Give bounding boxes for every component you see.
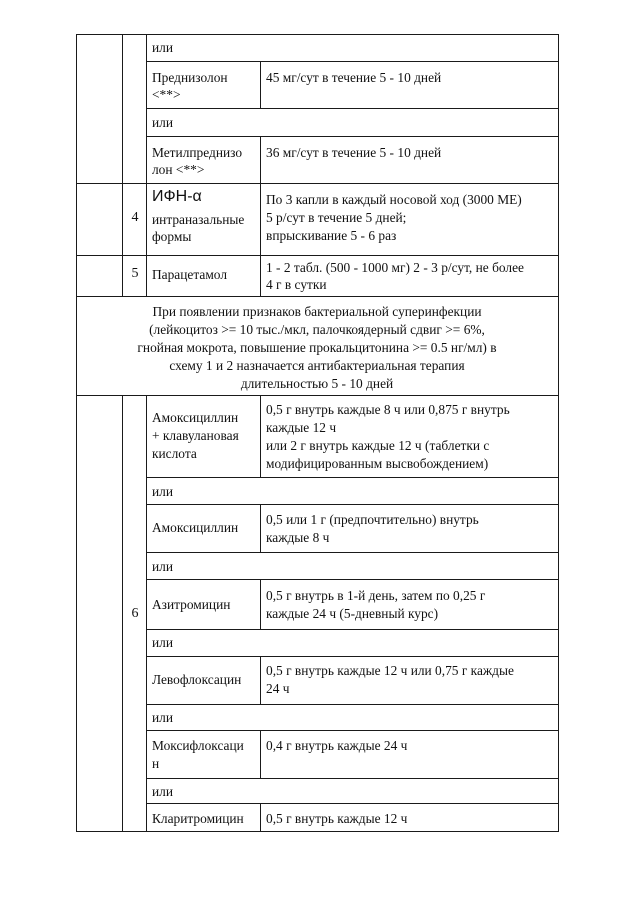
note-line: схему 1 и 2 назначается антибактериальная терапия xyxy=(169,358,465,373)
drug-name-cont: интраназальные xyxy=(152,212,245,227)
row-number: 6 xyxy=(131,606,139,621)
dose-text: 5 р/сут в течение 5 дней; xyxy=(266,210,407,225)
drug-name: Кларитромицин xyxy=(152,811,244,826)
dose-text: модифицированным высвобождением) xyxy=(266,456,489,471)
or-separator: или xyxy=(152,559,174,574)
dose-text: каждые 24 ч (5-дневный курс) xyxy=(266,606,439,621)
drug-name: Моксифлоксаци xyxy=(152,738,244,753)
or-separator: или xyxy=(152,635,174,650)
dose-text: 36 мг/сут в течение 5 - 10 дней xyxy=(266,145,442,160)
drug-name: Метилпреднизо xyxy=(152,145,243,160)
drug-name: Амоксициллин xyxy=(152,520,239,535)
dose-text: каждые 12 ч xyxy=(266,420,337,435)
note-line: (лейкоцитоз >= 10 тыс./мкл, палочкоядерный сдвиг >= 6%, xyxy=(149,322,485,337)
drug-name: Парацетамол xyxy=(152,267,227,282)
or-separator: или xyxy=(152,40,174,55)
drug-name-cont: формы xyxy=(152,229,192,244)
dose-text: 0,5 г внутрь каждые 8 ч или 0,875 г внутрь xyxy=(266,402,510,417)
dose-text: 24 ч xyxy=(266,681,290,696)
drug-name: Левофлоксацин xyxy=(152,672,242,687)
dose-text: каждые 8 ч xyxy=(266,530,330,545)
or-separator: или xyxy=(152,484,174,499)
or-separator: или xyxy=(152,784,174,799)
drug-name-cont: <**> xyxy=(152,87,181,102)
or-separator: или xyxy=(152,710,174,725)
dose-text: 45 мг/сут в течение 5 - 10 дней xyxy=(266,70,442,85)
drug-name-cont: лон <**> xyxy=(152,162,205,177)
or-separator: или xyxy=(152,115,174,130)
dose-text: впрыскивание 5 - 6 раз xyxy=(266,228,397,243)
dose-text: 0,5 г внутрь в 1-й день, затем по 0,25 г xyxy=(266,588,486,603)
dose-text: 0,5 г внутрь каждые 12 ч или 0,75 г каждые xyxy=(266,663,514,678)
dose-text: или 2 г внутрь каждые 12 ч (таблетки с xyxy=(266,438,490,453)
dose-text: По 3 капли в каждый носовой ход (3000 МЕ) xyxy=(266,192,522,207)
drug-name: Амоксициллин xyxy=(152,410,239,425)
drug-name-cont: кислота xyxy=(152,446,197,461)
drug-name: Преднизолон xyxy=(152,70,228,85)
dose-text: 0,5 или 1 г (предпочтительно) внутрь xyxy=(266,512,479,527)
row-number: 5 xyxy=(131,266,139,281)
drug-name: ИФН-α xyxy=(152,188,202,205)
drug-name-cont: + клавулановая xyxy=(152,428,239,443)
drug-name: Азитромицин xyxy=(152,597,231,612)
dose-text: 0,5 г внутрь каждые 12 ч xyxy=(266,811,408,826)
row-number: 4 xyxy=(131,210,139,225)
note-line: гнойная мокрота, повышение прокальцитонина >= 0.5 нг/мл) в xyxy=(137,340,497,355)
dose-text: 1 - 2 табл. (500 - 1000 мг) 2 - 3 р/сут, не более xyxy=(266,260,524,275)
dose-text: 0,4 г внутрь каждые 24 ч xyxy=(266,738,408,753)
dose-text: 4 г в сутки xyxy=(266,277,327,292)
note-line: При появлении признаков бактериальной суперинфекции xyxy=(152,304,482,319)
drug-name-cont: н xyxy=(152,756,160,771)
note-line: длительностью 5 - 10 дней xyxy=(240,376,394,391)
